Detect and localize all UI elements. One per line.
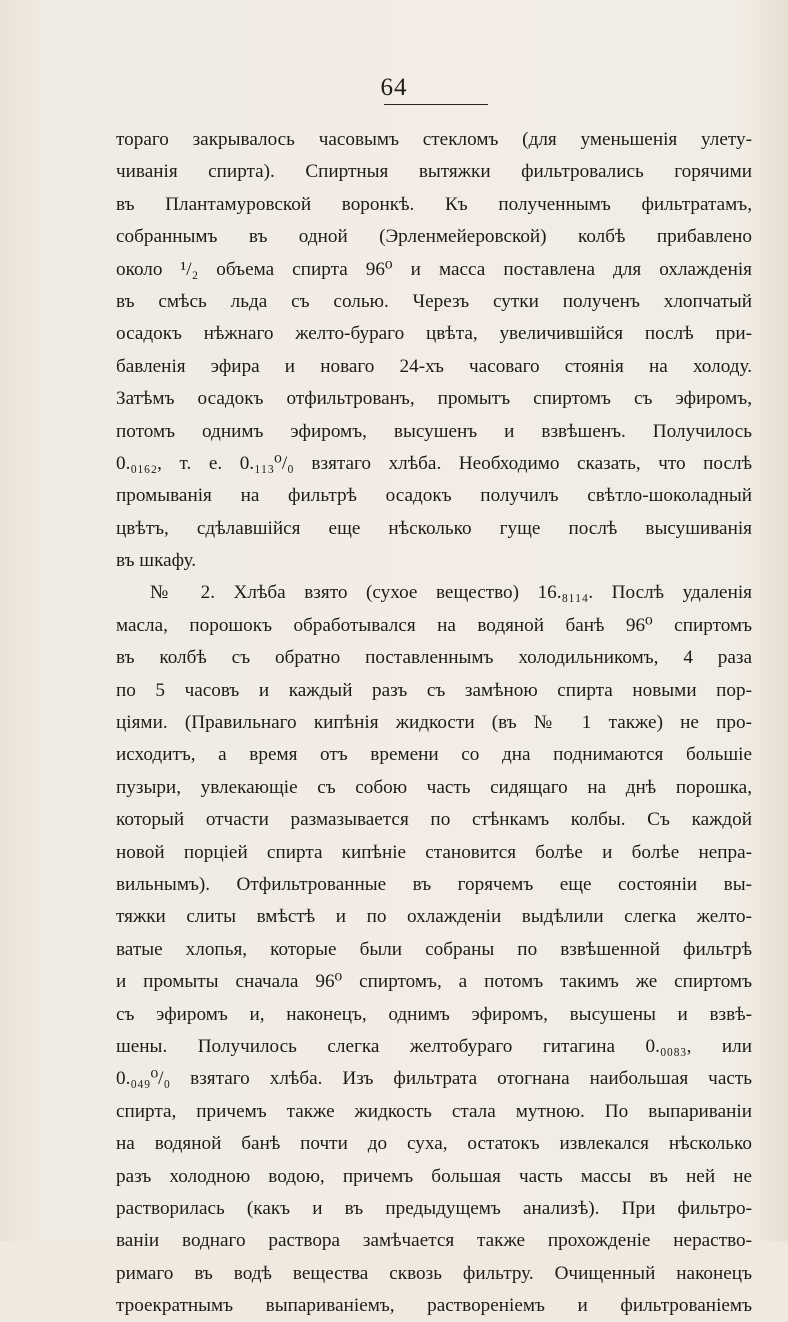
text-line: ціями. (Правильнаго кипѣнія жидкости (въ № 1 также) не про- <box>116 712 752 734</box>
text-line: римаго въ водѣ вещества сквозь фильтру. Очищенный наконецъ <box>116 1262 752 1284</box>
text-line: 0.₀₁₆₂, т. е. 0.₁₁₃⁰/₀ взятаго хлѣба. Необходимо сказать, что послѣ <box>116 452 752 474</box>
text-line: потомъ однимъ эфиромъ, высушенъ и взвѣшенъ. Получилось <box>116 420 752 442</box>
text-line: шены. Получилось слегка желтобураго гитагина 0.₀₀₈₃, или <box>116 1035 752 1057</box>
text-line: по 5 часовъ и каждый разъ съ замѣною спирта новыми пор- <box>116 679 752 701</box>
text-line: пузыри, увлекающіе съ собою часть сидящаго на днѣ порошка, <box>116 776 752 798</box>
text-line: № 2. Хлѣба взято (сухое вещество) 16.₈₁₁₄. Послѣ удаленія <box>150 582 752 604</box>
text-line: ватые хлопья, которые были собраны по взвѣшенной фильтрѣ <box>116 938 752 960</box>
text-line: съ эфиромъ и, наконецъ, однимъ эфиромъ, высушены и взвѣ- <box>116 1003 752 1025</box>
text-line: осадокъ нѣжнаго желто-бураго цвѣта, увеличившійся послѣ при- <box>116 323 752 345</box>
text-line: въ шкафу. <box>116 550 197 572</box>
text-line: исходитъ, а время отъ времени со дна поднимаются большіе <box>116 744 752 766</box>
text-line: въ смѣсь льда съ солью. Черезъ сутки полученъ хлопчатый <box>116 290 752 312</box>
text-line: Затѣмъ осадокъ отфильтрованъ, промытъ спиртомъ съ эфиромъ, <box>116 388 752 410</box>
page-number: 64 <box>380 74 408 101</box>
text-line: промыванія на фильтрѣ осадокъ получилъ свѣтло-шоколадный <box>116 485 752 507</box>
text-line: вильнымъ). Отфильтрованные въ горячемъ еще состояніи вы- <box>116 873 752 895</box>
text-line: около ¹/₂ объема спирта 96⁰ и масса поставлена для охлажденія <box>116 258 752 280</box>
text-line: чиванія спирта). Спиртныя вытяжки фильтровались горячими <box>116 161 752 183</box>
text-line: ваніи воднаго раствора замѣчается также прохожденіе нераство- <box>116 1230 752 1252</box>
text-line: въ колбѣ съ обратно поставленнымъ холодильникомъ, 4 раза <box>116 647 752 669</box>
text-line: на водяной банѣ почти до суха, остатокъ извлекался нѣсколько <box>116 1133 752 1155</box>
text-line: и промыты сначала 96⁰ спиртомъ, а потомъ такимъ же спиртомъ <box>116 971 752 993</box>
text-line: масла, порошокъ обработывался на водяной банѣ 96⁰ спиртомъ <box>116 614 752 636</box>
text-line: цвѣтъ, сдѣлавшійся еще нѣсколько гуще послѣ высушиванія <box>116 517 752 539</box>
text-line: растворилась (какъ и въ предыдущемъ анализѣ). При фильтро- <box>116 1197 752 1219</box>
text-line: въ Плантамуровской воронкѣ. Къ полученнымъ фильтратамъ, <box>116 193 752 215</box>
text-line: бавленія эфира и новаго 24-хъ часоваго стоянія на холоду. <box>116 355 752 377</box>
text-line: новой порціей спирта кипѣніе становится болѣе и болѣе непра- <box>116 841 752 863</box>
text-line: троекратнымъ выпариваніемъ, раствореніемъ и фильтрованіемъ <box>116 1295 752 1317</box>
text-line: разъ холодною водою, причемъ большая часть массы въ ней не <box>116 1165 752 1187</box>
text-line: который отчасти размазывается по стѣнкамъ колбы. Съ каждой <box>116 809 752 831</box>
text-line: спирта, причемъ также жидкость стала мутною. По выпариваніи <box>116 1100 752 1122</box>
text-line: тораго закрывалось часовымъ стекломъ (для уменьшенія улету- <box>116 129 752 150</box>
text-line: тяжки слиты вмѣстѣ и по охлажденіи выдѣлили слегка желто- <box>116 906 752 928</box>
text-line: 0.₀₄₉⁰/₀ взятаго хлѣба. Изъ фильтрата отогнана наибольшая часть <box>116 1068 752 1090</box>
header-rule <box>384 104 488 105</box>
text-line: собраннымъ въ одной (Эрленмейеровской) колбѣ прибавлено <box>116 226 752 248</box>
body-text <box>116 124 752 1322</box>
